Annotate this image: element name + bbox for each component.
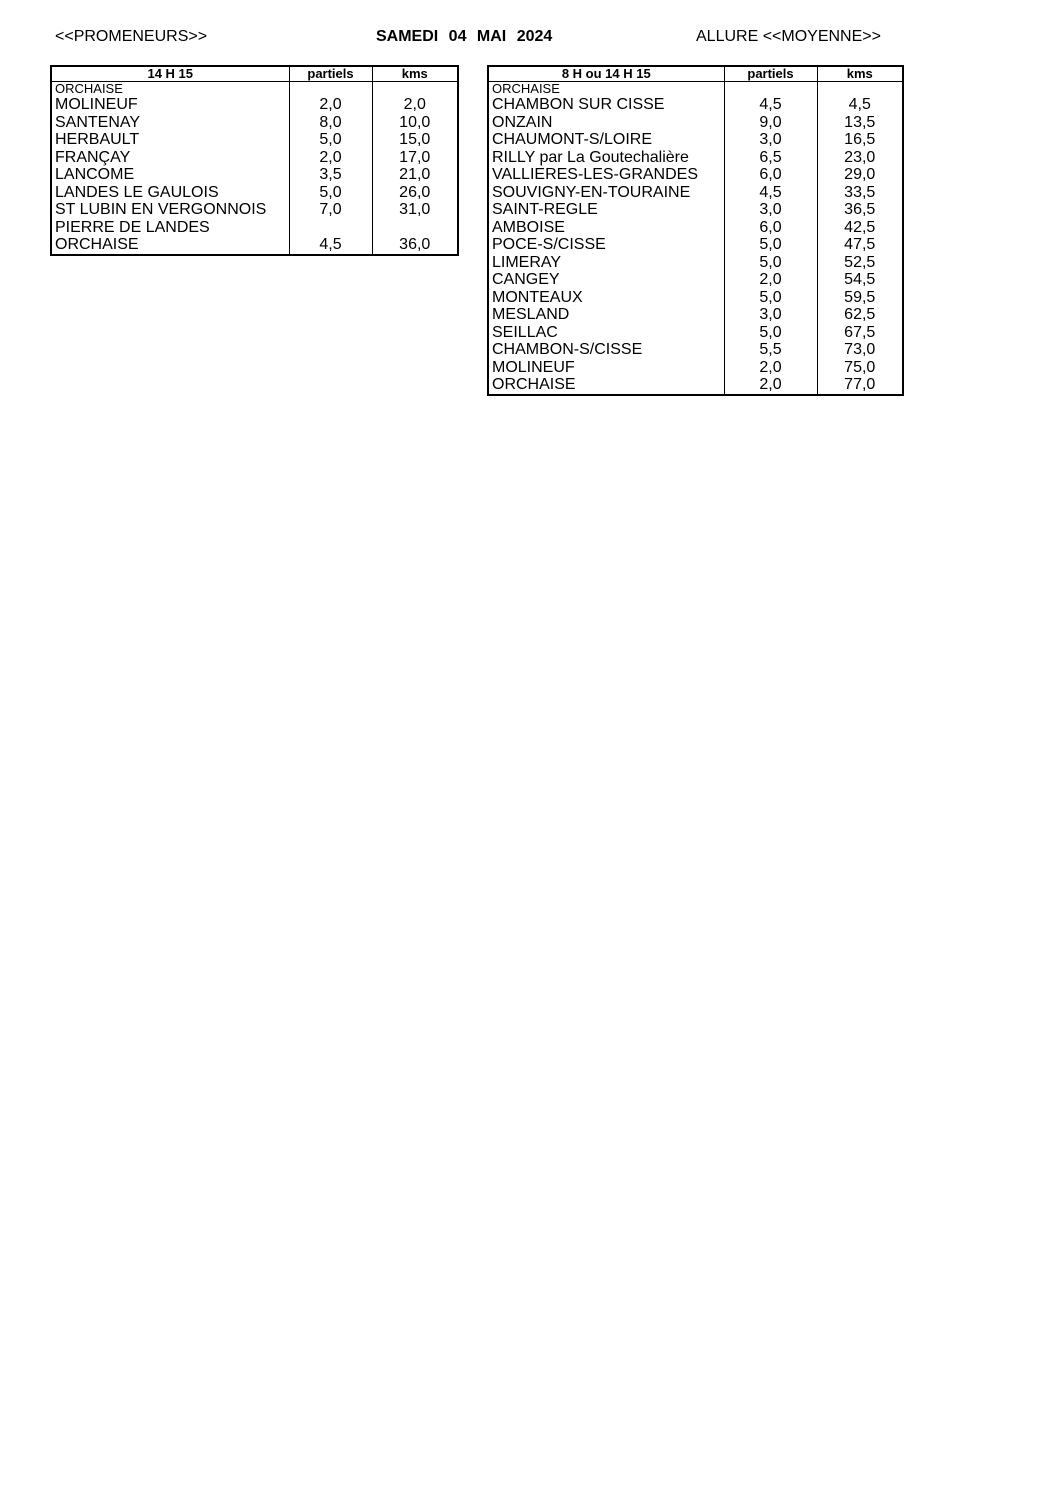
place-cell: SOUVIGNY-EN-TOURAINE <box>492 183 691 201</box>
table-row <box>488 166 903 184</box>
kms-cell: 33,5 <box>817 184 903 202</box>
partiels-cell: 7,0 <box>289 201 372 219</box>
table-row <box>488 114 903 132</box>
partiels-cell: 9,0 <box>724 114 817 132</box>
route-rows-left <box>51 82 458 255</box>
partiels-cell: 4,5 <box>724 184 817 202</box>
kms-cell: 52,5 <box>817 254 903 272</box>
partiels-cell: 2,0 <box>724 359 817 377</box>
place-cell: LANCOME <box>55 166 135 183</box>
kms-cell: 62,5 <box>817 306 903 324</box>
kms-cell: 77,0 <box>817 376 903 395</box>
place-cell: SAINT-REGLE <box>492 201 598 218</box>
kms-cell <box>372 219 458 237</box>
kms-cell: 67,5 <box>817 324 903 342</box>
partiels-cell: 6,0 <box>724 219 817 237</box>
kms-cell: 10,0 <box>372 114 458 132</box>
place-cell: MONTEAUX <box>492 288 583 306</box>
place-cell: ST LUBIN EN VERGONNOIS <box>55 201 267 218</box>
table-header-row <box>488 66 903 82</box>
kms-cell: 75,0 <box>817 359 903 377</box>
column-header-partiels: partiels <box>289 66 372 82</box>
kms-cell: 73,0 <box>817 341 903 359</box>
table-row <box>488 96 903 114</box>
start-row <box>51 82 458 97</box>
table-row <box>488 271 903 289</box>
partiels-cell: 3,0 <box>724 306 817 324</box>
partiels-cell: 2,0 <box>289 96 372 114</box>
place-cell: LANDES LE GAULOIS <box>55 183 219 201</box>
partiels-cell: 5,0 <box>724 324 817 342</box>
partiels-cell: 2,0 <box>289 149 372 167</box>
table-row <box>51 131 458 149</box>
partiels-cell: 4,5 <box>724 96 817 114</box>
route-rows-right <box>488 82 903 395</box>
column-header-time: 8 H ou 14 H 15 <box>488 66 724 82</box>
place-cell: MESLAND <box>492 306 570 323</box>
place-cell: ONZAIN <box>492 113 553 131</box>
partiels-cell: 3,0 <box>724 201 817 219</box>
partiels-cell: 2,0 <box>724 271 817 289</box>
route-table-right <box>487 65 904 396</box>
table-row <box>488 219 903 237</box>
column-header-kms: kms <box>817 66 903 82</box>
place-cell: AMBOISE <box>492 218 565 236</box>
place-cell: RILLY par La Goutechalière <box>492 148 689 166</box>
place-cell: CANGEY <box>492 271 560 288</box>
place-cell: SANTENAY <box>55 113 141 131</box>
kms-cell: 15,0 <box>372 131 458 149</box>
kms-cell: 36,5 <box>817 201 903 219</box>
partiels-cell: 8,0 <box>289 114 372 132</box>
group-label: <<PROMENEURS>> <box>55 28 208 45</box>
kms-cell: 42,5 <box>817 219 903 237</box>
kms-cell: 47,5 <box>817 236 903 254</box>
kms-cell: 16,5 <box>817 131 903 149</box>
partiels-cell: 5,0 <box>724 254 817 272</box>
table-row <box>51 166 458 184</box>
table-row <box>488 149 903 167</box>
table-row <box>488 184 903 202</box>
partiels-cell: 3,5 <box>289 166 372 184</box>
table-row <box>51 114 458 132</box>
partiels-cell: 6,5 <box>724 149 817 167</box>
partiels-cell: 5,0 <box>289 184 372 202</box>
partiels-cell: 5,0 <box>724 236 817 254</box>
kms-cell: 4,5 <box>817 96 903 114</box>
kms-cell: 54,5 <box>817 271 903 289</box>
place-cell: LIMERAY <box>492 253 562 271</box>
table-row <box>488 341 903 359</box>
partiels-cell: 4,5 <box>289 236 372 255</box>
table-row <box>488 236 903 254</box>
table-row <box>51 236 458 255</box>
table-row <box>488 324 903 342</box>
place-cell: ORCHAISE <box>55 236 139 253</box>
partiels-cell: 5,0 <box>289 131 372 149</box>
partiels-cell: 2,0 <box>724 376 817 395</box>
place-cell: POCE-S/CISSE <box>492 236 606 253</box>
place-cell: CHAMBON SUR CISSE <box>492 96 665 113</box>
start-place: ORCHAISE <box>55 81 123 96</box>
place-cell: SEILLAC <box>492 323 558 341</box>
place-cell: CHAMBON-S/CISSE <box>492 341 643 358</box>
date-title: SAMEDI 04 MAI 2024 <box>376 28 553 45</box>
place-cell: PIERRE DE LANDES <box>55 218 210 236</box>
table-row <box>488 289 903 307</box>
kms-cell: 21,0 <box>372 166 458 184</box>
partiels-cell: 5,5 <box>724 341 817 359</box>
kms-cell: 17,0 <box>372 149 458 167</box>
pace-label: ALLURE <<MOYENNE>> <box>696 28 881 45</box>
table-row <box>51 96 458 114</box>
kms-cell: 13,5 <box>817 114 903 132</box>
kms-cell: 2,0 <box>372 96 458 114</box>
table-row <box>51 184 458 202</box>
partiels-cell <box>289 219 372 237</box>
table-row <box>51 219 458 237</box>
kms-cell: 23,0 <box>817 149 903 167</box>
table-header-row <box>51 66 458 82</box>
partiels-cell: 6,0 <box>724 166 817 184</box>
kms-cell: 26,0 <box>372 184 458 202</box>
place-cell: FRANÇAY <box>55 148 131 166</box>
partiels-cell: 3,0 <box>724 131 817 149</box>
route-table-left <box>50 65 459 256</box>
start-row <box>488 82 903 97</box>
place-cell: HERBAULT <box>55 131 140 148</box>
column-header-partiels: partiels <box>724 66 817 82</box>
table-row <box>488 201 903 219</box>
table-row <box>51 201 458 219</box>
place-cell: VALLIERES-LES-GRANDES <box>492 166 698 183</box>
partiels-cell: 5,0 <box>724 289 817 307</box>
place-cell: MOLINEUF <box>492 358 575 376</box>
table-row <box>488 376 903 395</box>
place-cell: ORCHAISE <box>492 376 576 393</box>
kms-cell: 29,0 <box>817 166 903 184</box>
column-header-time: 14 H 15 <box>51 66 289 82</box>
column-header-kms: kms <box>372 66 458 82</box>
kms-cell: 36,0 <box>372 236 458 255</box>
place-cell: CHAUMONT-S/LOIRE <box>492 131 653 148</box>
start-place: ORCHAISE <box>492 81 560 96</box>
table-row <box>488 359 903 377</box>
table-row <box>488 131 903 149</box>
table-row <box>51 149 458 167</box>
table-row <box>488 254 903 272</box>
table-row <box>488 306 903 324</box>
kms-cell: 31,0 <box>372 201 458 219</box>
place-cell: MOLINEUF <box>55 96 138 113</box>
kms-cell: 59,5 <box>817 289 903 307</box>
